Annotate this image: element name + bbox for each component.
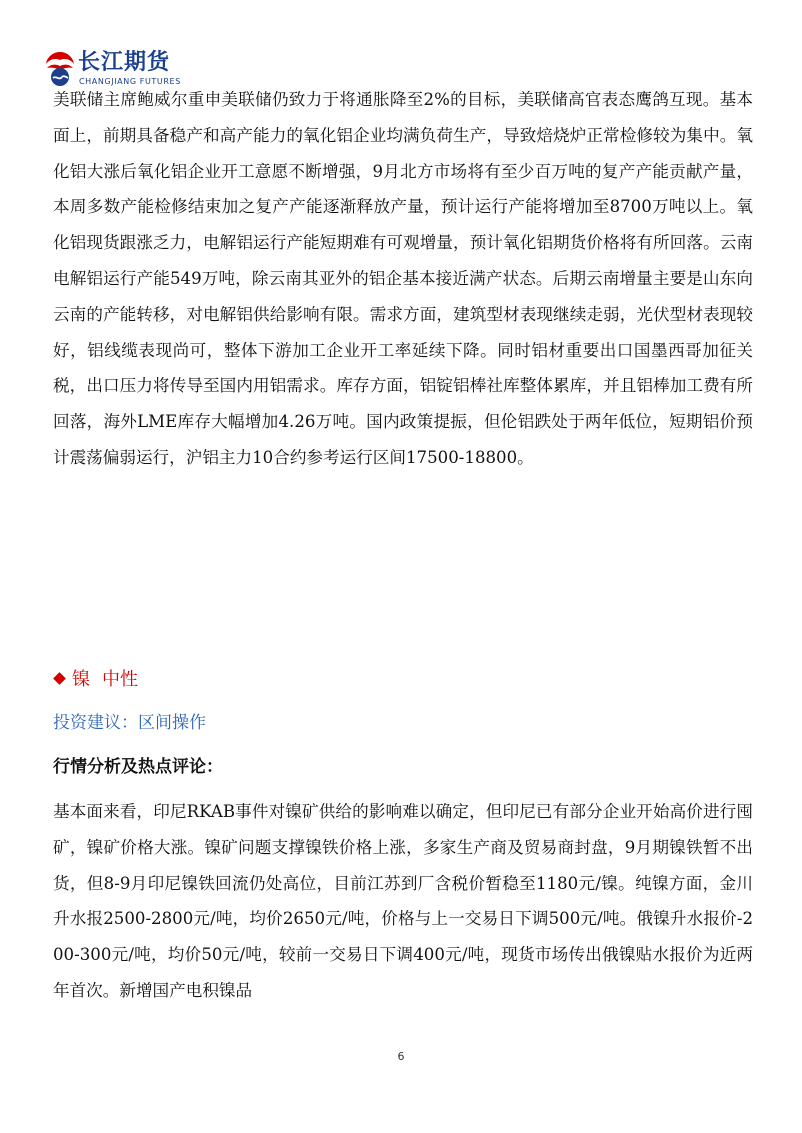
- section-metal-name: 镍: [72, 669, 90, 690]
- nickel-section-title: [53, 666, 138, 694]
- nickel-analysis-section: [53, 794, 753, 1009]
- diamond-bullet-icon: [53, 672, 66, 685]
- nickel-analysis-paragraph: 基本面来看，印尼RKAB事件对镍矿供给的影响难以确定，但印尼已有部分企业开始高价进行囤矿，镍矿价格大涨。镍矿问题支撑镍铁价格上涨，多家生产商及贸易商封盘，9月期镍铁暂不出货，但8-9月印尼镍铁回流仍处高位，目前江苏到厂含税价暂稳至1180元/镍。纯镍方面，金川升水报2500-2800元/吨，均价2650元/吨，价格与上一交易日下调500元/吨。俄镍升水报价-200-300元/吨，均价50元/吨，较前一交易日下调400元/吨，现货市场传出俄镍贴水报价为近两年首次。新增国产电积镍品: [53, 802, 753, 1000]
- page-number: 6: [397, 1050, 405, 1063]
- aluminum-analysis-paragraph: 美联储主席鲍威尔重申美联储仍致力于将通胀降至2%的目标，美联储高官表态鹰鸽互现。基本面上，前期具备稳产和高产能力的氧化铝企业均满负荷生产，导致焙烧炉正常检修较为集中。氧化铝大涨后氧化铝企业开工意愿不断增强，9月北方市场将有至少百万吨的复产产能贡献产量，本周多数产能检修结束加之复产产能逐渐释放产量，预计运行产能将增加至8700万吨以上。氧化铝现货跟涨乏力，电解铝运行产能短期难有可观增量，预计氧化铝期货价格将有所回落。云南电解铝运行产能549万吨，除云南其亚外的铝企基本接近满产状态。后期云南增量主要是山东向云南的产能转移，对电解铝供给影响有限。需求方面，建筑型材表现继续走弱，光伏型材表现较好，铝线缆表现尚可，整体下游加工企业开工率延续下降。同时铝材重要出口国墨西哥加征关税，出口压力将传导至国内用铝需求。库存方面，铝锭铝棒社库整体累库，并且铝棒加工费有所回落，海外LME库存大幅增加4.26万吨。国内政策提振，但伦铝跌处于两年低位，短期铝价预计震荡偏弱运行，沪铝主力10合约参考运行区间17500-18800。: [53, 90, 753, 467]
- investment-advice: 投资建议：区间操作: [53, 713, 206, 733]
- section-stance: 中性: [102, 669, 138, 690]
- aluminum-analysis-section: [53, 82, 753, 476]
- logo-english-name: CHANGJIANG FUTURES: [79, 77, 181, 86]
- logo-chinese-name: 长江期货: [78, 50, 171, 75]
- analysis-heading: 行情分析及热点评论：: [53, 757, 223, 777]
